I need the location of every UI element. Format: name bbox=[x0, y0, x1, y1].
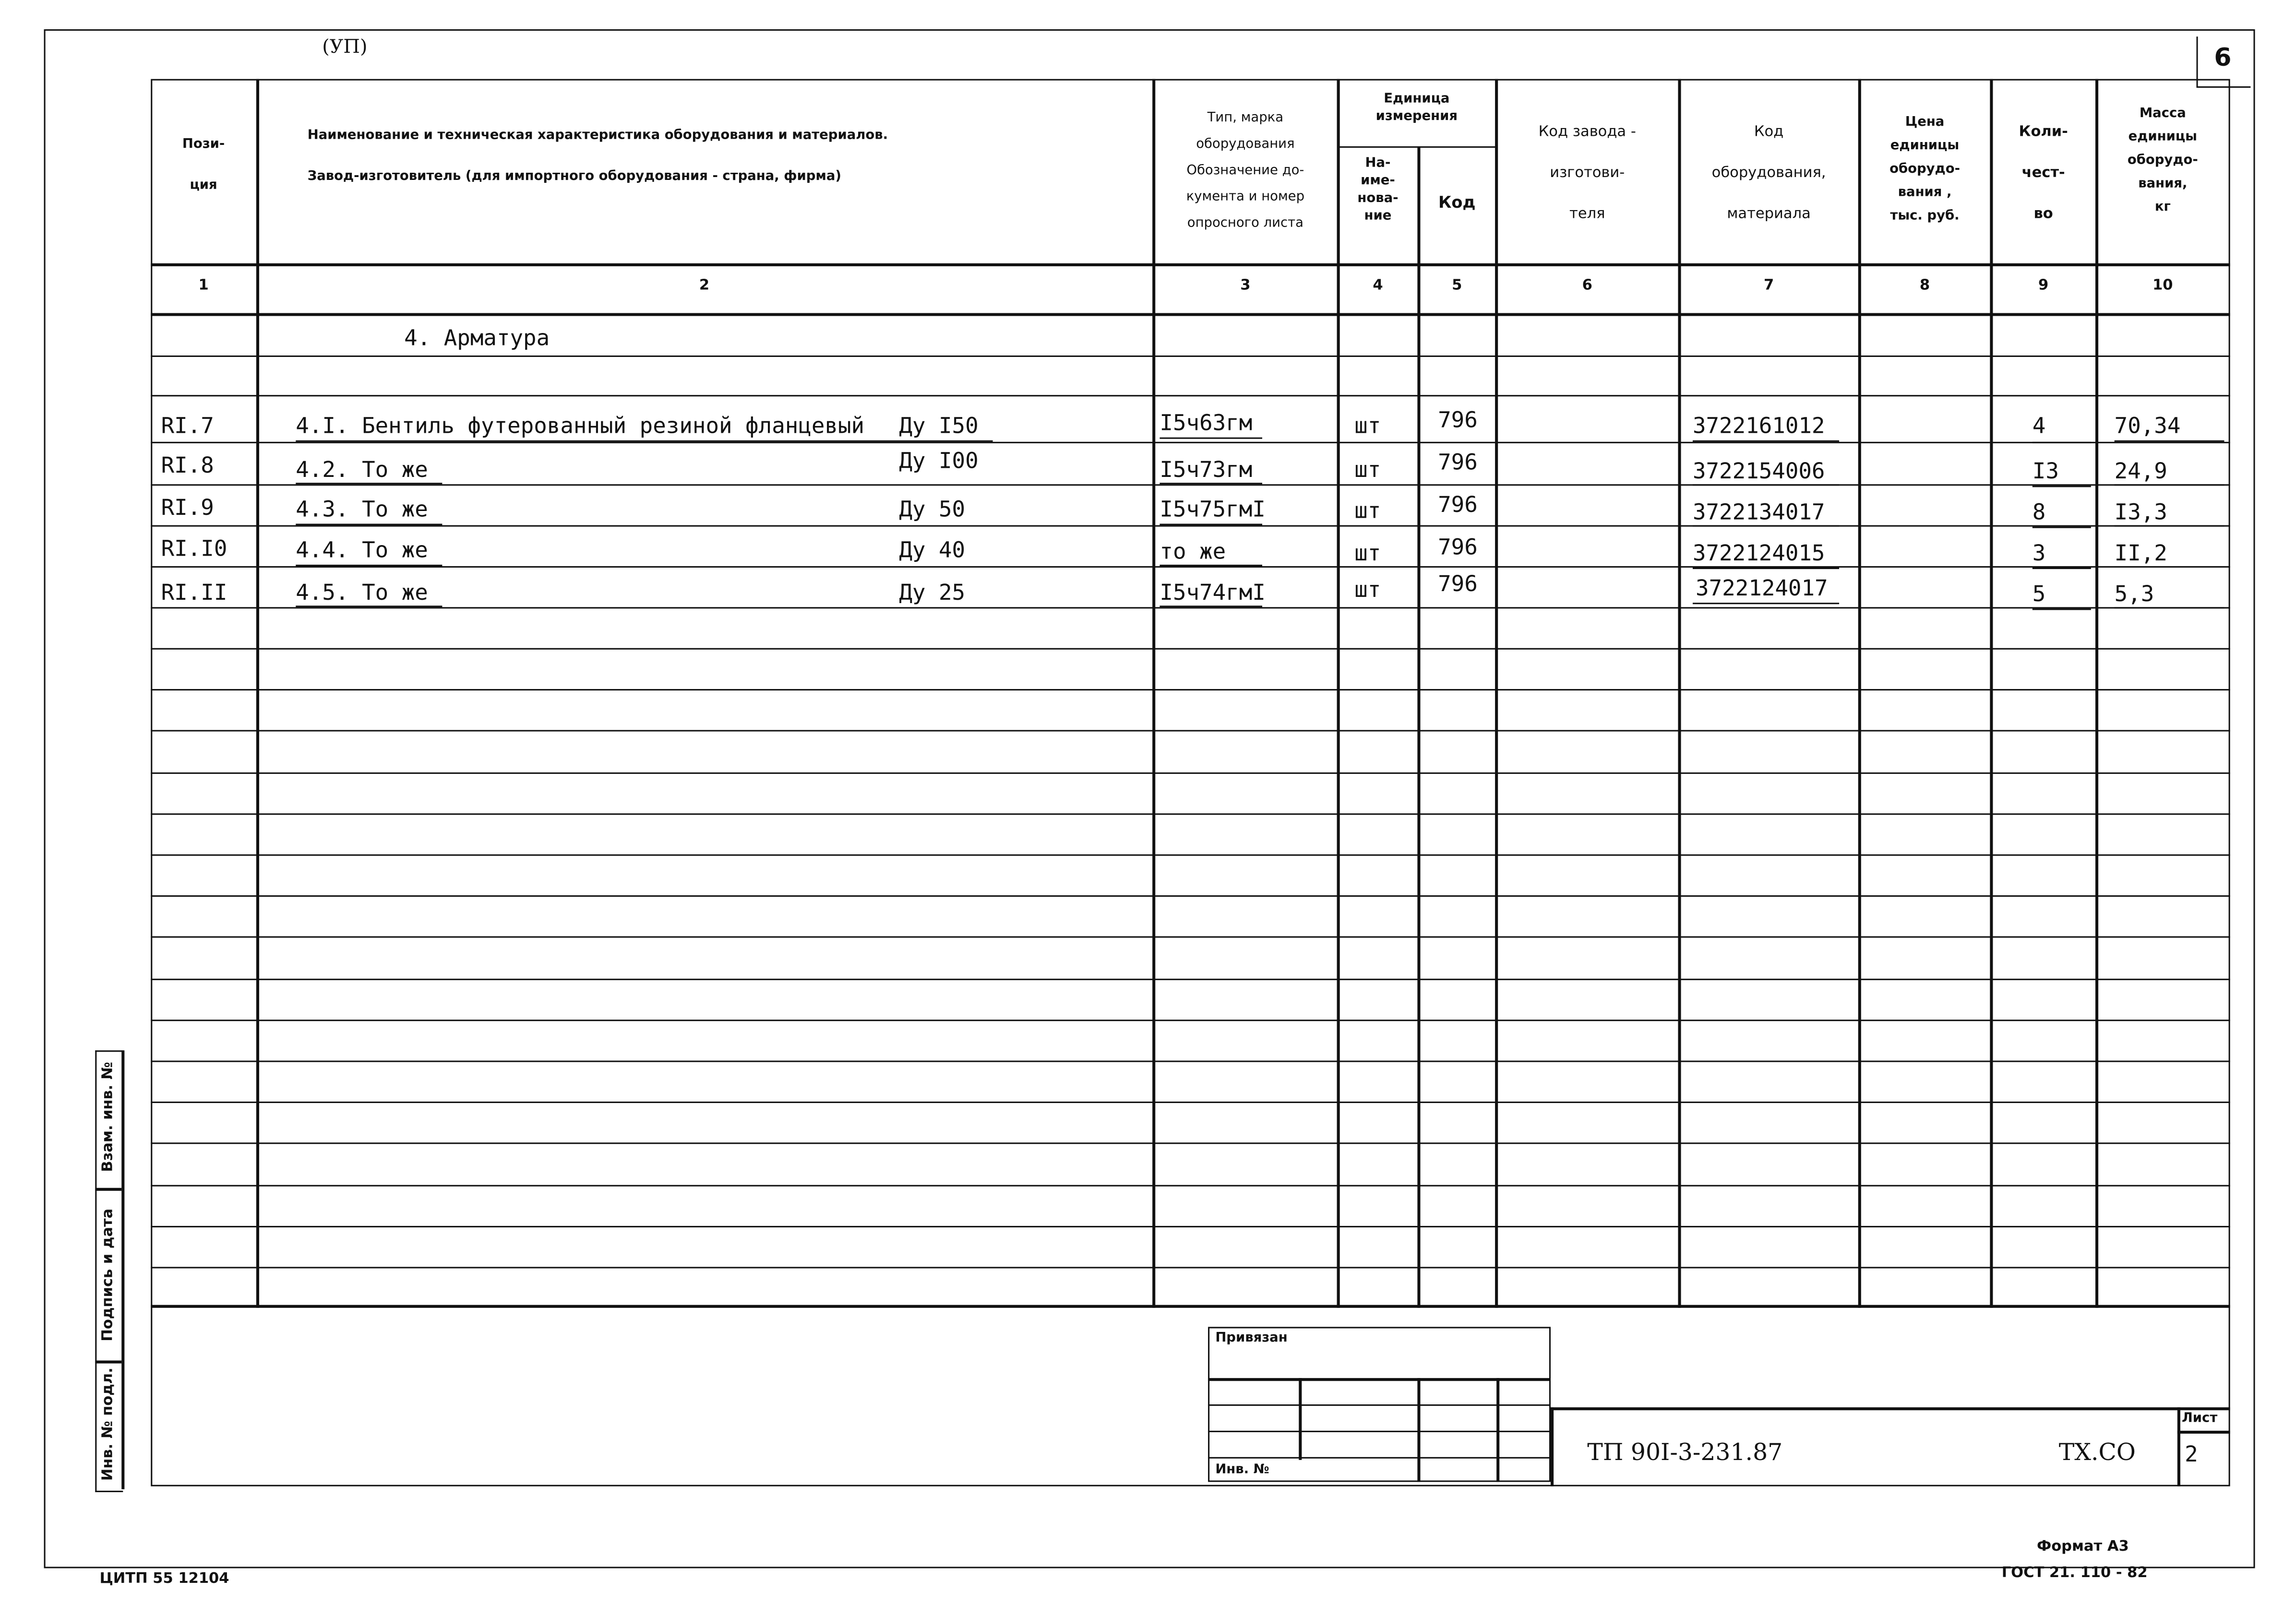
value-underline bbox=[1693, 568, 1839, 569]
col-line-1 bbox=[256, 79, 259, 1308]
list-box-left bbox=[2177, 1407, 2180, 1486]
col-line-5 bbox=[1495, 79, 1497, 1308]
list-number: 2 bbox=[2185, 1441, 2198, 1468]
row-code: 796 bbox=[1438, 491, 1478, 518]
footer-gost: ГОСТ 21. 110 - 82 bbox=[2001, 1565, 2148, 1581]
stamp-line-1 bbox=[1208, 1378, 1551, 1380]
header-factory-code: Код завода - изготови- теля bbox=[1538, 124, 1636, 223]
row-line bbox=[151, 813, 2230, 815]
colnum-8: 8 bbox=[1919, 278, 1930, 294]
row-mass: 24,9 bbox=[2114, 458, 2167, 485]
doc-code: ТП 90I-3-231.87 bbox=[1587, 1438, 1783, 1466]
value-underline bbox=[1693, 525, 1839, 527]
row-code: 796 bbox=[1438, 534, 1478, 560]
row-line bbox=[151, 979, 2230, 981]
row-line bbox=[151, 356, 2230, 357]
row-line bbox=[151, 607, 2230, 609]
row-line bbox=[151, 525, 2230, 527]
stamp-line-4 bbox=[1208, 1457, 1551, 1459]
row-line bbox=[151, 1020, 2230, 1021]
value-underline bbox=[1160, 483, 1262, 484]
colnum-9: 9 bbox=[2038, 278, 2049, 294]
value-underline bbox=[1160, 524, 1262, 525]
row-type: I5ч63гм bbox=[1160, 409, 1253, 436]
row-mat: 3722124017 bbox=[1696, 575, 1828, 602]
header-unit-name: На- име- нова- ние bbox=[1357, 156, 1399, 224]
row-line bbox=[151, 566, 2230, 568]
row-mass: I3,3 bbox=[2114, 499, 2167, 525]
value-underline bbox=[296, 524, 442, 525]
stamp-line-3 bbox=[1208, 1431, 1551, 1432]
row-line bbox=[151, 772, 2230, 774]
row-dn: Ду I00 bbox=[899, 447, 979, 474]
value-underline bbox=[1693, 603, 1839, 604]
col-line-2 bbox=[1152, 79, 1155, 1308]
col-line-6 bbox=[1678, 79, 1680, 1308]
row-qty: 5 bbox=[2032, 581, 2046, 607]
stamp-inv-no: Инв. № bbox=[1215, 1463, 1269, 1478]
row-line bbox=[151, 730, 2230, 732]
header-type: Тип, марка оборудования Обозначение до- кумента и номер опросного листа bbox=[1186, 111, 1305, 231]
stamp-vline-2 bbox=[1417, 1378, 1420, 1482]
row-line bbox=[151, 855, 2230, 856]
stamp-vline-1 bbox=[1299, 1378, 1301, 1460]
row-name: 4.5. То же bbox=[296, 579, 428, 606]
header-unit-code: Код bbox=[1438, 193, 1476, 213]
row-name: 4.I. Бентиль футерованный резиной фланцевый bbox=[296, 412, 865, 439]
side-label-vzam: Взам. инв. № bbox=[100, 1062, 117, 1172]
row-mat: 3722134017 bbox=[1692, 499, 1825, 525]
row-mass: 5,3 bbox=[2114, 581, 2154, 607]
colnum-10: 10 bbox=[2152, 278, 2173, 294]
row-qty: I3 bbox=[2032, 458, 2059, 485]
stamp-vline-3 bbox=[1496, 1378, 1499, 1482]
col-line-8 bbox=[1990, 79, 1992, 1308]
header-unit: Единица измерения bbox=[1375, 92, 1458, 125]
row-pos: RI.9 bbox=[161, 494, 214, 521]
row-line bbox=[151, 895, 2230, 897]
value-underline bbox=[1693, 440, 1839, 442]
title-block-left bbox=[1551, 1407, 1553, 1486]
row-type: I5ч75гмI bbox=[1160, 496, 1266, 522]
header-mass: Масса единицы оборудо- вания, кг bbox=[2127, 107, 2198, 215]
row-mat: 3722154006 bbox=[1692, 458, 1825, 485]
value-underline bbox=[2115, 484, 2224, 486]
header-equipment-code: Код оборудования, материала bbox=[1711, 124, 1826, 223]
value-underline bbox=[2033, 608, 2091, 610]
stamp-line-2 bbox=[1208, 1404, 1551, 1406]
row-name: 4.3. То же bbox=[296, 496, 428, 522]
list-label: Лист bbox=[2181, 1412, 2218, 1426]
row-dn: Ду 25 bbox=[899, 579, 966, 606]
footer-format: Формат А3 bbox=[2036, 1539, 2129, 1556]
row-line bbox=[151, 484, 2230, 486]
row-line bbox=[151, 1102, 2230, 1104]
row-line bbox=[151, 936, 2230, 938]
section-title: 4. Арматура bbox=[404, 324, 550, 351]
value-underline bbox=[1693, 484, 1839, 486]
value-underline bbox=[2115, 440, 2224, 442]
sheet-code: ТХ.СО bbox=[2058, 1438, 2136, 1466]
colnum-bottom-line bbox=[151, 313, 2230, 316]
row-line bbox=[151, 395, 2230, 397]
value-underline bbox=[296, 440, 993, 442]
row-line bbox=[151, 648, 2230, 650]
row-line bbox=[151, 1142, 2230, 1144]
colnum-1: 1 bbox=[198, 278, 209, 294]
value-underline bbox=[296, 606, 442, 607]
header-position: Пози- ция bbox=[182, 137, 225, 193]
row-qty: 3 bbox=[2032, 540, 2046, 566]
row-mass: II,2 bbox=[2114, 540, 2167, 566]
value-underline bbox=[1160, 565, 1262, 566]
value-underline bbox=[2115, 525, 2224, 527]
row-mat: 3722124015 bbox=[1692, 540, 1825, 566]
row-qty: 4 bbox=[2032, 412, 2046, 439]
value-underline bbox=[296, 483, 442, 484]
top-label: (УП) bbox=[322, 36, 368, 59]
row-code: 796 bbox=[1438, 406, 1478, 433]
colnum-5: 5 bbox=[1452, 278, 1462, 294]
row-unit: шт bbox=[1354, 540, 1381, 566]
colnum-6: 6 bbox=[1582, 278, 1592, 294]
row-unit: шт bbox=[1354, 576, 1381, 603]
row-type: то же bbox=[1160, 538, 1226, 565]
title-block-top bbox=[1551, 1407, 2230, 1410]
header-bottom-line bbox=[151, 263, 2230, 266]
page-corner-number: 6 bbox=[2214, 44, 2232, 73]
row-line bbox=[151, 689, 2230, 691]
row-pos: RI.7 bbox=[161, 412, 214, 439]
stamp-privyazan: Привязан bbox=[1215, 1331, 1288, 1346]
row-pos: RI.8 bbox=[161, 452, 214, 479]
row-type: I5ч73гм bbox=[1160, 456, 1253, 483]
col-line-9 bbox=[2095, 79, 2098, 1308]
colnum-4: 4 bbox=[1373, 278, 1383, 294]
colnum-3: 3 bbox=[1240, 278, 1251, 294]
row-line bbox=[151, 442, 2230, 444]
col-line-7 bbox=[1858, 79, 1861, 1308]
value-underline bbox=[2115, 566, 2224, 568]
row-dn: Ду 40 bbox=[899, 536, 966, 563]
side-label-inv: Инв. № подл. bbox=[100, 1367, 117, 1481]
row-line bbox=[151, 1267, 2230, 1269]
row-line bbox=[151, 1061, 2230, 1063]
value-underline bbox=[2033, 568, 2091, 569]
row-mass: 70,34 bbox=[2114, 412, 2181, 439]
value-underline bbox=[2115, 607, 2224, 608]
list-box-mid bbox=[2177, 1431, 2230, 1433]
row-line bbox=[151, 1226, 2230, 1228]
col-line-3 bbox=[1337, 79, 1339, 1308]
row-code: 796 bbox=[1438, 449, 1478, 475]
row-code: 796 bbox=[1438, 570, 1478, 597]
value-underline bbox=[1160, 606, 1262, 607]
row-unit: шт bbox=[1354, 497, 1381, 524]
header-name: Наименование и техническая характеристика оборудования и материалов. Завод-изготовитель (для импортного оборудования - страна, фирма) bbox=[307, 129, 888, 185]
colnum-7: 7 bbox=[1763, 278, 1774, 294]
side-label-podpis: Подпись и дата bbox=[100, 1208, 117, 1342]
row-line bbox=[151, 1185, 2230, 1187]
value-underline bbox=[2033, 527, 2091, 528]
header-price: Цена единицы оборудо- вания , тыс. руб. bbox=[1889, 115, 1961, 224]
value-underline bbox=[2033, 486, 2091, 487]
value-underline bbox=[2033, 442, 2091, 443]
side-col-line bbox=[121, 1050, 124, 1489]
row-type: I5ч74гмI bbox=[1160, 579, 1266, 606]
row-dn: Ду I50 bbox=[899, 412, 979, 439]
row-pos: RI.II bbox=[161, 579, 227, 606]
row-name: 4.2. То же bbox=[296, 456, 428, 483]
row-name: 4.4. То же bbox=[296, 536, 428, 563]
row-unit: шт bbox=[1354, 456, 1381, 483]
body-bottom-line bbox=[151, 1305, 2230, 1308]
value-underline bbox=[296, 565, 442, 566]
value-underline bbox=[1160, 438, 1262, 439]
footer-left: ЦИТП 55 12104 bbox=[99, 1571, 229, 1588]
header-quantity: Коли- чест- во bbox=[2019, 124, 2068, 223]
row-mat: 3722161012 bbox=[1692, 412, 1825, 439]
row-dn: Ду 50 bbox=[899, 496, 966, 522]
col-line-4 bbox=[1417, 146, 1420, 1308]
row-unit: шт bbox=[1354, 412, 1381, 439]
colnum-2: 2 bbox=[699, 278, 710, 294]
row-pos: RI.I0 bbox=[161, 535, 227, 562]
row-qty: 8 bbox=[2032, 499, 2046, 525]
